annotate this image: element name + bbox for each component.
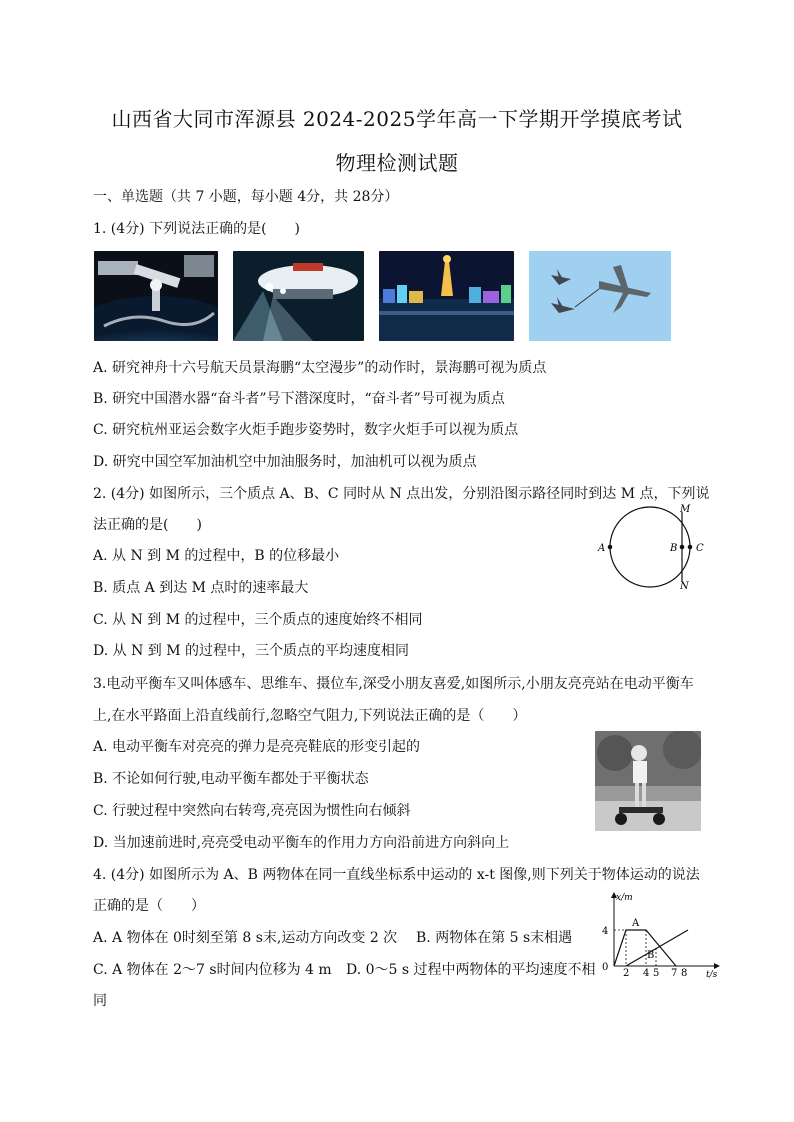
- q2-label-n: N: [680, 581, 689, 592]
- q4-xtick-4: 4: [643, 968, 650, 979]
- q4-stem-line2: 正确的是（ ）: [93, 898, 205, 914]
- q4-xtick-8: 8: [681, 968, 688, 979]
- q3-option-b: B. 不论如何行驶,电动平衡车都处于平衡状态: [93, 771, 369, 787]
- q1-photo-torchbearer: [379, 251, 514, 341]
- q2-label-m: M: [680, 504, 691, 515]
- q4-line-a: [614, 930, 676, 966]
- q2-option-a: A. 从 N 到 M 的过程中，B 的位移最小: [93, 548, 340, 564]
- q4-ytick-0: 0: [602, 962, 609, 973]
- q3-photo-balance-scooter: [595, 731, 701, 831]
- q4-ytick-4: 4: [602, 926, 609, 937]
- q4-option-c: C. A 物体在 2～7 s时间内位移为 4 m: [93, 962, 332, 978]
- q2-option-c: C. 从 N 到 M 的过程中，三个质点的速度始终不相同: [93, 612, 423, 628]
- q2-label-a: A: [598, 543, 606, 554]
- q1-option-c: C. 研究杭州亚运会数字火炬手跑步姿势时，数字火炬手可以视为质点: [93, 422, 519, 438]
- q3-option-a: A. 电动平衡车对亮亮的弹力是亮亮鞋底的形变引起的: [93, 739, 421, 755]
- section-heading: 一、单选题（共 7 小题，每小题 4分，共 28分）: [93, 189, 399, 205]
- q2-label-c: C: [696, 543, 704, 554]
- q1-stem: 1. (4分) 下列说法正确的是( ): [93, 221, 301, 237]
- q3-option-d: D. 当加速前进时,亮亮受电动平衡车的作用力方向沿前进方向斜向上: [93, 835, 510, 851]
- q3-option-c: C. 行驶过程中突然向右转弯,亮亮因为惯性向右倾斜: [93, 803, 411, 819]
- q2-stem-line2: 法正确的是( ): [93, 517, 202, 533]
- q2-figure-circle-paths: [596, 500, 716, 596]
- q4-xlabel: t/s: [706, 970, 718, 980]
- q4-ylabel: x/m: [616, 893, 633, 903]
- q1-photo-spacewalk: [94, 251, 218, 341]
- q4-label-a: A: [632, 918, 640, 929]
- q4-line-b: [626, 930, 688, 966]
- q1-option-d: D. 研究中国空军加油机空中加油服务时，加油机可以视为质点: [93, 454, 477, 470]
- q1-option-b: B. 研究中国潜水器“奋斗者”号下潜深度时，“奋斗者”号可视为质点: [93, 391, 505, 407]
- q4-label-b: B: [647, 950, 655, 961]
- q1-option-a: A. 研究神舟十六号航天员景海鹏“太空漫步”的动作时，景海鹏可视为质点: [93, 360, 547, 376]
- q4-option-d-line2: 同: [93, 993, 107, 1009]
- q4-stem-line1: 4. (4分) 如图所示为 A、B 两物体在同一直线坐标系中运动的 x-t 图像,则下列关于物体运动的说法: [93, 867, 700, 883]
- q4-option-a: A. A 物体在 0时刻至第 8 s末,运动方向改变 2 次: [93, 930, 398, 946]
- exam-title: 山西省大同市浑源县 2024-2025学年高一下学期开学摸底考试: [111, 107, 683, 131]
- q1-photo-submersible: [233, 251, 364, 341]
- q1-photo-refueling-aircraft: [529, 251, 671, 341]
- q3-stem-line1: 3.电动平衡车又叫体感车、思维车、摄位车,深受小朋友喜爱,如图所示,小朋友亮亮站在电动平衡车: [93, 676, 694, 692]
- q2-stem-line1: 2. (4分) 如图所示，三个质点 A、B、C 同时从 N 点出发，分别沿图示路径同时到达 M 点，下列说: [93, 486, 710, 502]
- exam-subtitle: 物理检测试题: [335, 151, 459, 175]
- q4-xtick-5: 5: [653, 968, 660, 979]
- q4-option-b: B. 两物体在第 5 s末相遇: [416, 930, 573, 946]
- q4-xtick-7: 7: [671, 968, 678, 979]
- q4-option-d-line1: D. 0～5 s 过程中两物体的平均速度不相: [346, 962, 596, 978]
- q3-stem-line2: 上,在水平路面上沿直线前行,忽略空气阻力,下列说法正确的是（ ）: [93, 708, 527, 724]
- q2-option-b: B. 质点 A 到达 M 点时的速率最大: [93, 580, 309, 596]
- q2-label-b: B: [670, 543, 678, 554]
- q4-xtick-2: 2: [623, 968, 630, 979]
- q4-xt-graph: [596, 888, 726, 982]
- q2-option-d: D. 从 N 到 M 的过程中，三个质点的平均速度相同: [93, 643, 410, 659]
